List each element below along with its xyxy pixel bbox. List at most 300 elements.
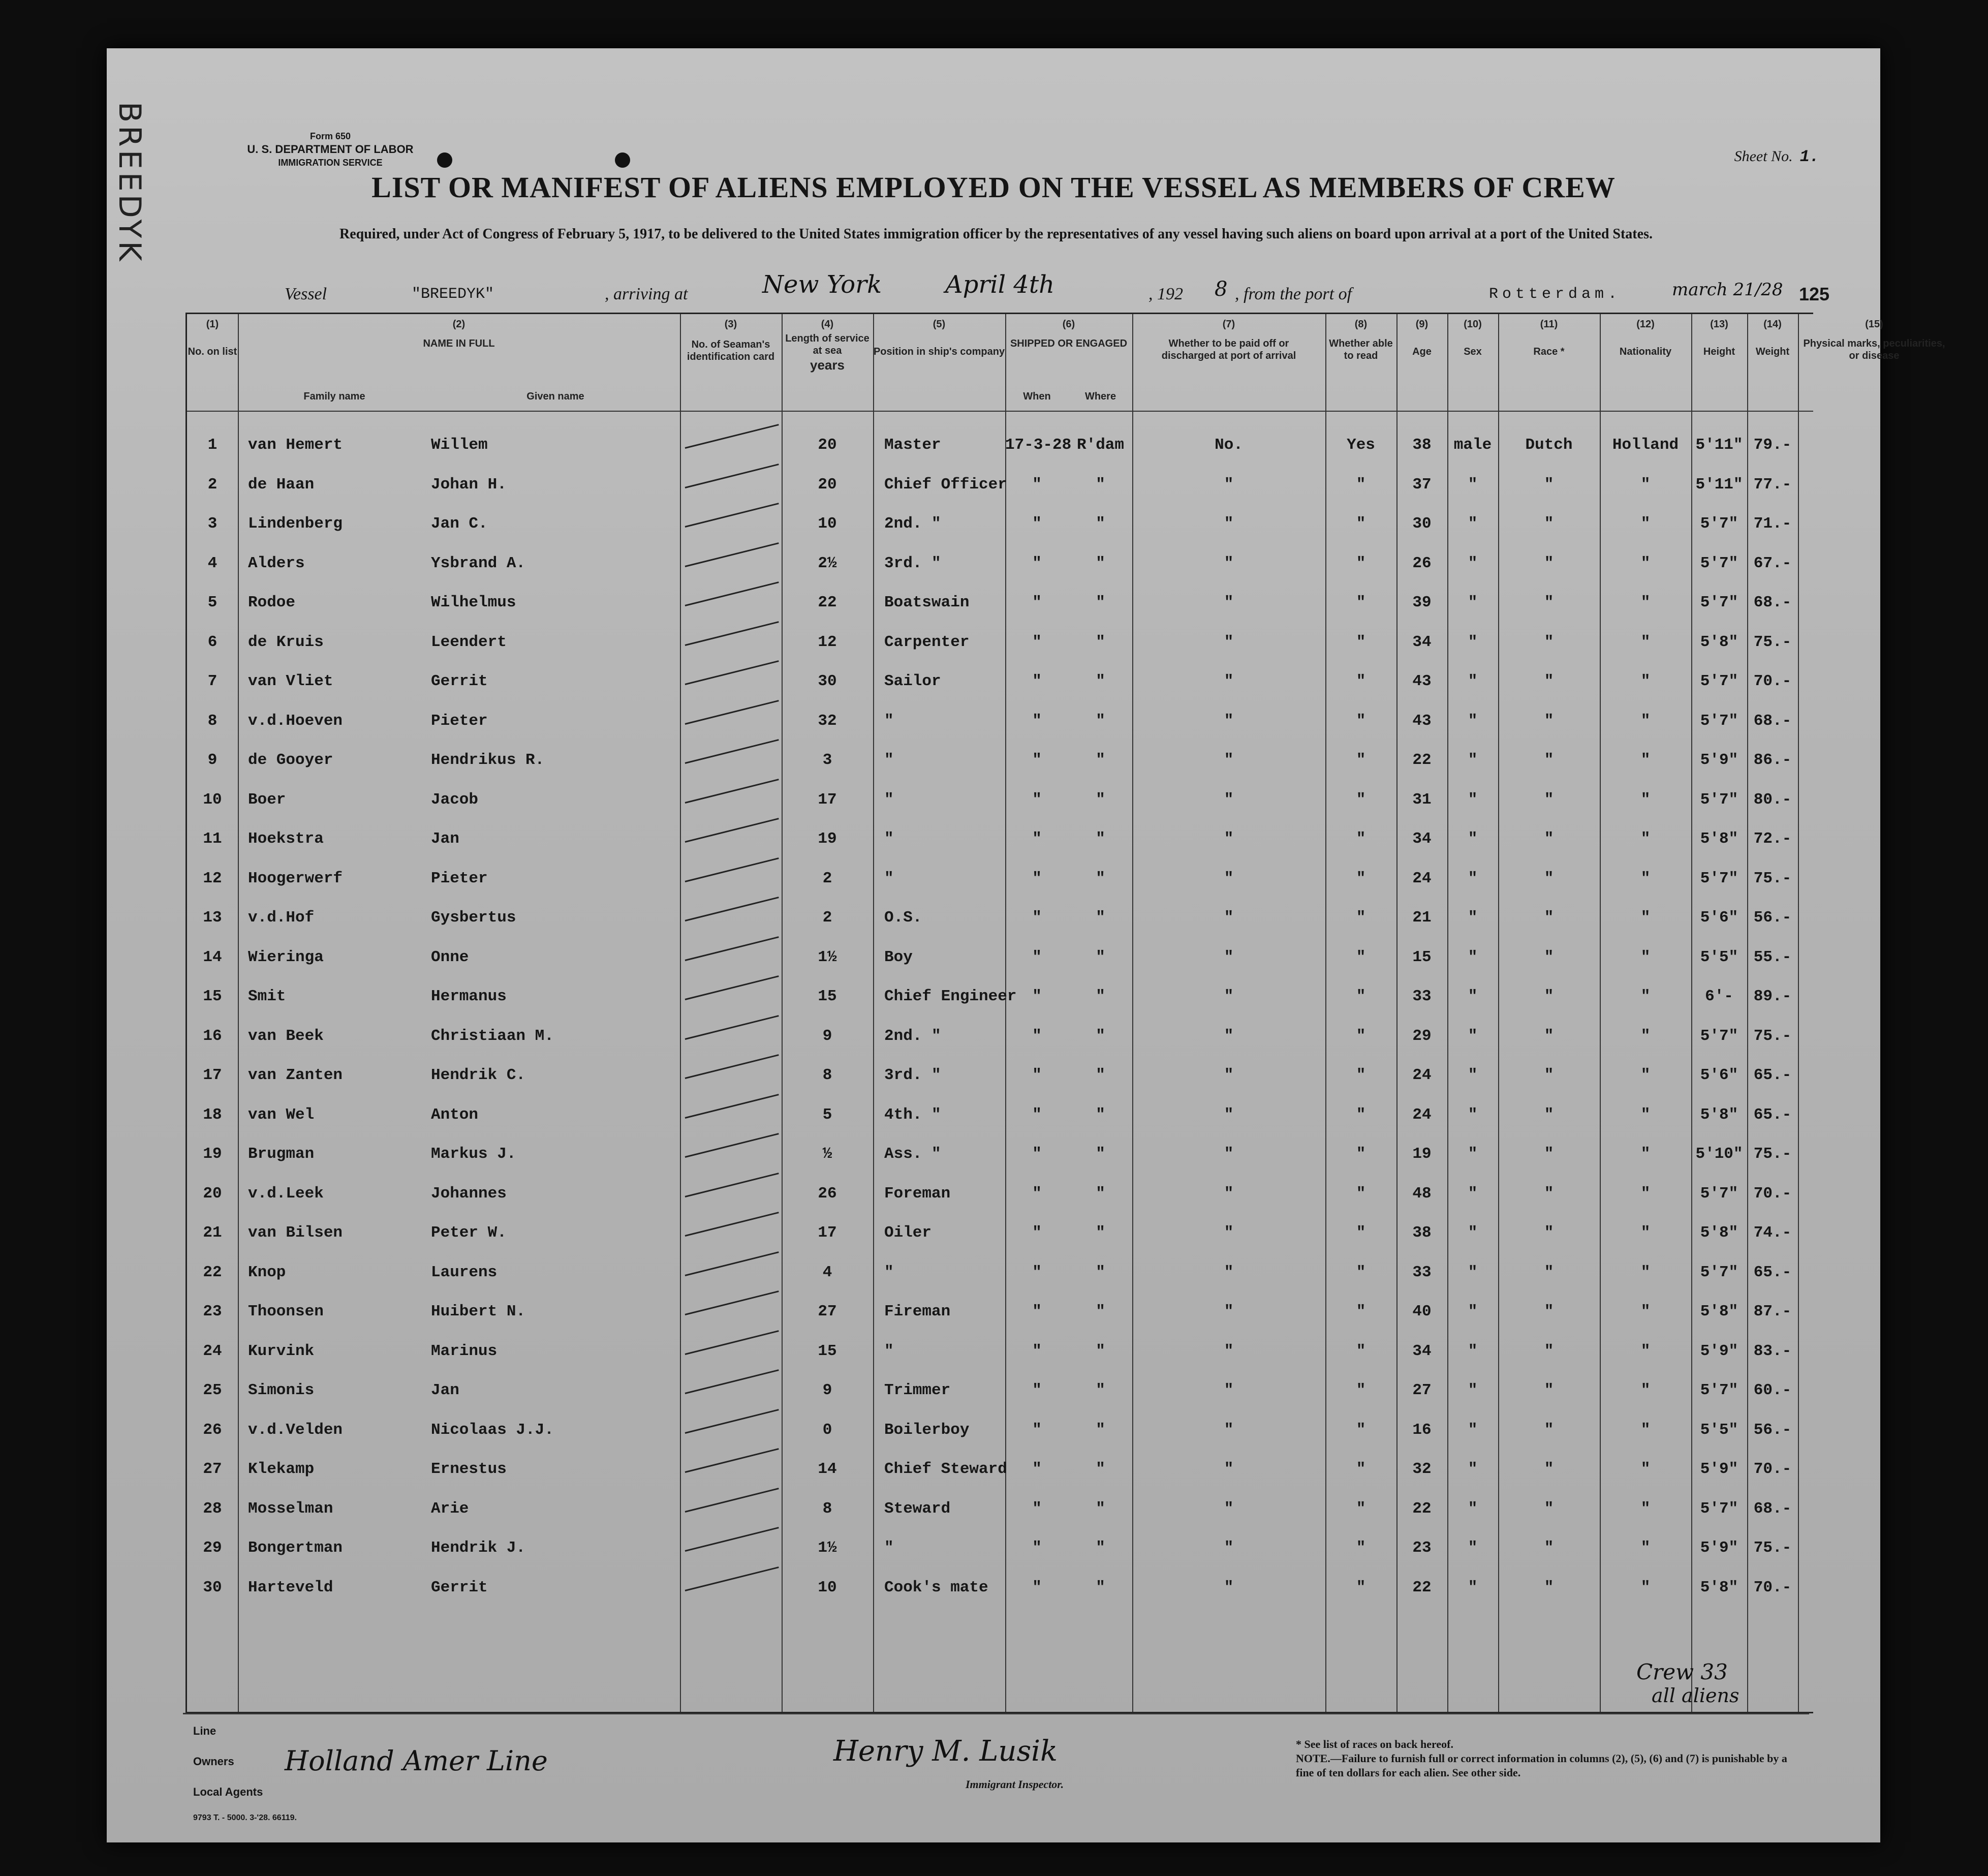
- cell-read: ": [1356, 790, 1366, 809]
- col-1-header: (1) No. on list: [188, 319, 237, 357]
- id-card-dash: [685, 1054, 779, 1079]
- cell-family: van Beek: [248, 1027, 324, 1045]
- cell-no: 16: [203, 1027, 222, 1045]
- cell-read: ": [1356, 672, 1366, 690]
- cell-given: Huibert N.: [431, 1303, 526, 1320]
- cell-years: 8: [822, 1499, 832, 1518]
- table-row: [187, 1175, 1813, 1213]
- cell-height: 5'8": [1700, 633, 1738, 651]
- cell-paid: ": [1224, 554, 1234, 572]
- cell-sex: ": [1468, 1303, 1478, 1320]
- cell-height: 5'11": [1695, 436, 1743, 454]
- cell-weight: 75.-: [1753, 869, 1792, 887]
- cell-read: ": [1356, 948, 1366, 966]
- cell-family: de Gooyer: [248, 751, 333, 769]
- cell-read: ": [1356, 1105, 1366, 1124]
- cell-position: Oiler: [884, 1224, 932, 1242]
- col-3-header: (3) No. of Seaman's identification card: [687, 319, 775, 362]
- cell-age: 24: [1412, 1066, 1432, 1084]
- cell-nat: ": [1640, 1460, 1651, 1478]
- cell-when: ": [1032, 1421, 1042, 1439]
- cell-age: 22: [1412, 751, 1432, 769]
- cell-given: Pieter: [431, 712, 488, 730]
- cell-nat: ": [1640, 830, 1651, 848]
- cell-sex: ": [1468, 790, 1478, 809]
- col-7-header: (7) Whether to be paid off or discharged at port of arrival: [1161, 319, 1296, 361]
- cell-given: Wilhelmus: [431, 594, 516, 611]
- cell-age: 33: [1412, 988, 1432, 1005]
- col-9-header: (9) Age: [1412, 319, 1432, 357]
- cell-sex: ": [1468, 475, 1478, 494]
- cell-sex: ": [1468, 1539, 1478, 1557]
- cell-position: 2nd. ": [884, 515, 941, 533]
- cell-where: ": [1096, 1460, 1105, 1478]
- cell-nat: ": [1640, 1578, 1651, 1596]
- cell-sex: ": [1468, 712, 1478, 730]
- col-13-header: (13) Height: [1703, 319, 1735, 357]
- cell-nat: ": [1640, 790, 1651, 809]
- cell-no: 17: [203, 1066, 222, 1084]
- cell-read: ": [1356, 1539, 1366, 1557]
- cell-read: Yes: [1347, 436, 1375, 454]
- cell-race: ": [1544, 554, 1554, 572]
- cell-position: Boilerboy: [884, 1421, 970, 1439]
- cell-no: 20: [203, 1184, 222, 1203]
- cell-race: ": [1544, 909, 1554, 927]
- cell-height: 5'8": [1700, 1105, 1738, 1124]
- col-10-header: (10) Sex: [1464, 319, 1482, 357]
- cell-weight: 80.-: [1753, 790, 1792, 809]
- cell-nat: ": [1640, 1263, 1651, 1281]
- cell-where: ": [1096, 751, 1105, 769]
- id-card-dash: [685, 1212, 779, 1237]
- cell-years: 10: [818, 515, 837, 533]
- cell-read: ": [1356, 1342, 1366, 1360]
- cell-nat: ": [1640, 909, 1651, 927]
- cell-weight: 70.-: [1753, 1184, 1792, 1203]
- cell-paid: ": [1224, 594, 1234, 611]
- sheet-label: Sheet No.: [1734, 148, 1793, 165]
- cell-paid: ": [1224, 1224, 1234, 1242]
- table-row: [187, 899, 1813, 937]
- cell-read: ": [1356, 594, 1366, 611]
- col-8-header: (8) Whether able to read: [1329, 319, 1393, 361]
- cell-age: 24: [1412, 869, 1432, 887]
- cell-race: ": [1544, 1460, 1554, 1478]
- when-header: When: [1023, 391, 1051, 402]
- sheet-value: 1.: [1799, 147, 1819, 166]
- crew-table: [185, 313, 1945, 1713]
- cell-height: 5'5": [1700, 948, 1738, 966]
- cell-race: ": [1544, 1381, 1554, 1399]
- cell-height: 5'7": [1700, 1499, 1738, 1518]
- cell-paid: ": [1224, 475, 1234, 494]
- cell-race: ": [1544, 1421, 1554, 1439]
- where-header: Where: [1084, 391, 1116, 402]
- cell-years: 9: [822, 1381, 832, 1399]
- cell-weight: 75.-: [1753, 633, 1792, 651]
- cell-weight: 68.-: [1753, 594, 1792, 611]
- table-row: [187, 1450, 1813, 1489]
- cell-weight: 70.-: [1753, 672, 1792, 690]
- cell-age: 24: [1412, 1105, 1432, 1124]
- cell-where: ": [1096, 869, 1105, 887]
- cell-where: ": [1096, 1224, 1105, 1242]
- cell-height: 5'8": [1700, 830, 1738, 848]
- cell-sex: ": [1468, 869, 1478, 887]
- cell-nat: ": [1640, 869, 1651, 887]
- form-number: Form 650: [309, 131, 351, 141]
- cell-sex: ": [1468, 751, 1478, 769]
- cell-years: 32: [818, 712, 837, 730]
- cell-position: 3rd. ": [884, 554, 941, 572]
- cell-years: 1½: [818, 948, 837, 966]
- id-card-dash: [685, 1173, 779, 1197]
- page-number: 125: [1799, 284, 1830, 304]
- cell-paid: ": [1224, 1027, 1234, 1045]
- cell-height: 5'7": [1700, 869, 1738, 887]
- cell-years: 26: [818, 1184, 837, 1203]
- cell-race: ": [1544, 948, 1554, 966]
- form-header: [198, 130, 462, 169]
- id-card-dash: [685, 739, 779, 764]
- from-label: , from the port of: [1235, 285, 1352, 303]
- id-card-dash: [685, 464, 779, 488]
- cell-paid: ": [1224, 1303, 1234, 1320]
- cell-family: van Vliet: [248, 672, 333, 690]
- cell-age: 37: [1412, 475, 1432, 494]
- cell-height: 5'7": [1700, 1184, 1738, 1203]
- cell-family: Hoogerwerf: [248, 869, 343, 887]
- cell-no: 5: [207, 594, 218, 611]
- cell-age: 22: [1412, 1499, 1432, 1518]
- cell-no: 21: [203, 1224, 222, 1242]
- cell-position: Steward: [884, 1499, 951, 1518]
- cell-read: ": [1356, 1460, 1366, 1478]
- cell-height: 5'8": [1700, 1578, 1738, 1596]
- cell-sex: ": [1468, 1381, 1478, 1399]
- cell-position: ": [884, 1342, 894, 1360]
- cell-weight: 87.-: [1753, 1303, 1792, 1320]
- cell-age: 23: [1412, 1539, 1432, 1557]
- id-card-dash: [685, 1369, 779, 1394]
- cell-read: ": [1356, 1224, 1366, 1242]
- cell-when: ": [1032, 1105, 1042, 1124]
- cell-years: 20: [818, 436, 837, 454]
- cell-age: 48: [1412, 1184, 1432, 1203]
- cell-family: Harteveld: [248, 1578, 333, 1596]
- cell-family: Brugman: [248, 1145, 315, 1163]
- cell-position: Chief Officer: [884, 475, 1007, 494]
- id-card-dash: [685, 621, 779, 646]
- table-row: [187, 1253, 1813, 1292]
- cell-paid: ": [1224, 1263, 1234, 1281]
- cell-age: 29: [1412, 1027, 1432, 1045]
- col-12-header: (12) Nationality: [1619, 319, 1672, 357]
- cell-family: van Bilsen: [248, 1224, 343, 1242]
- cell-years: 19: [818, 830, 837, 848]
- cell-weight: 65.-: [1753, 1263, 1792, 1281]
- cell-given: Gerrit: [431, 672, 488, 690]
- id-card-dash: [685, 897, 779, 921]
- table-row: [187, 938, 1813, 977]
- table-row: [187, 820, 1813, 858]
- cell-paid: ": [1224, 1381, 1234, 1399]
- cell-when: ": [1032, 751, 1042, 769]
- id-card-dash: [685, 1330, 779, 1355]
- cell-no: 12: [203, 869, 222, 887]
- cell-family: Wieringa: [248, 948, 324, 966]
- vessel-row: [107, 270, 1880, 310]
- cell-years: 27: [818, 1303, 837, 1320]
- cell-read: ": [1356, 830, 1366, 848]
- cell-sex: ": [1468, 1421, 1478, 1439]
- cell-position: Ass. ": [884, 1145, 941, 1163]
- cell-height: 5'7": [1700, 672, 1738, 690]
- cell-read: ": [1356, 751, 1366, 769]
- cell-height: 5'8": [1700, 1303, 1738, 1320]
- cell-no: 24: [203, 1342, 222, 1360]
- cell-sex: ": [1468, 1460, 1478, 1478]
- cell-years: 2: [822, 869, 832, 887]
- cell-years: 20: [818, 475, 837, 494]
- manifest-sheet: [107, 48, 1945, 1842]
- cell-where: ": [1096, 515, 1105, 533]
- cell-race: ": [1544, 1105, 1554, 1124]
- cell-family: Thoonsen: [248, 1303, 324, 1320]
- cell-family: v.d.Leek: [248, 1184, 324, 1203]
- footer: [183, 1713, 1809, 1831]
- cell-nat: ": [1640, 1027, 1651, 1045]
- cell-family: Kurvink: [248, 1342, 315, 1360]
- cell-height: 5'9": [1700, 1460, 1738, 1478]
- col-6-header: (6) SHIPPED OR ENGAGED: [1010, 319, 1128, 349]
- cell-family: Knop: [248, 1263, 286, 1281]
- cell-years: 8: [822, 1066, 832, 1084]
- cell-sex: male: [1453, 436, 1492, 454]
- id-card-dash: [685, 1251, 779, 1276]
- cell-where: ": [1096, 633, 1105, 651]
- cell-no: 30: [203, 1578, 222, 1596]
- table-row: [187, 505, 1813, 543]
- cell-paid: ": [1224, 988, 1234, 1005]
- cell-position: Chief Engineer: [884, 988, 1017, 1005]
- cell-no: 28: [203, 1499, 222, 1518]
- requirement-text: Required, under Act of Congress of February 5, 1917, to be delivered to the United States immigration officer by the representatives of any vessel having such aliens on board upon arrival at a port of the United States.: [339, 226, 1653, 242]
- cell-when: ": [1032, 554, 1042, 572]
- cell-read: ": [1356, 988, 1366, 1005]
- cell-when: ": [1032, 633, 1042, 651]
- cell-where: ": [1096, 1145, 1105, 1163]
- cell-years: 2: [822, 909, 832, 927]
- cell-given: Gerrit: [431, 1578, 488, 1596]
- cell-race: ": [1544, 751, 1554, 769]
- cell-paid: ": [1224, 1578, 1234, 1596]
- cell-family: de Kruis: [248, 633, 324, 651]
- cell-when: ": [1032, 909, 1042, 927]
- cell-race: Dutch: [1525, 436, 1573, 454]
- cell-no: 6: [207, 633, 218, 651]
- cell-position: Fireman: [884, 1303, 951, 1320]
- cell-sex: ": [1468, 909, 1478, 927]
- inspector-label: Immigrant Inspector.: [966, 1778, 1064, 1791]
- cell-sex: ": [1468, 1066, 1478, 1084]
- cell-sex: ": [1468, 1184, 1478, 1203]
- cell-years: 3: [822, 751, 832, 769]
- cell-given: Hendrikus R.: [431, 751, 545, 769]
- race-note: * See list of races on back hereof.: [1296, 1738, 1453, 1750]
- col-14-header: (14) Weight: [1755, 319, 1790, 357]
- cell-sex: ": [1468, 515, 1478, 533]
- cell-given: Ysbrand A.: [431, 554, 526, 572]
- cell-family: Rodoe: [248, 594, 296, 611]
- cell-when: ": [1032, 830, 1042, 848]
- cell-read: ": [1356, 1381, 1366, 1399]
- service-name: IMMIGRATION SERVICE: [278, 158, 383, 168]
- id-card-dash: [685, 1290, 779, 1315]
- cell-no: 15: [203, 988, 222, 1005]
- cell-age: 34: [1412, 1342, 1432, 1360]
- cell-weight: 68.-: [1753, 1499, 1792, 1518]
- cell-years: 9: [822, 1027, 832, 1045]
- cell-no: 14: [203, 948, 222, 966]
- cell-position: Cook's mate: [884, 1578, 988, 1596]
- cell-given: Christiaan M.: [431, 1027, 554, 1045]
- cell-paid: ": [1224, 1066, 1234, 1084]
- cell-weight: 74.-: [1753, 1224, 1792, 1242]
- cell-read: ": [1356, 515, 1366, 533]
- cell-sex: ": [1468, 1578, 1478, 1596]
- cell-nat: Holland: [1612, 436, 1679, 454]
- cell-height: 5'6": [1700, 1066, 1738, 1084]
- id-card-dash: [685, 1527, 779, 1552]
- cell-position: ": [884, 869, 894, 887]
- cell-when: ": [1032, 869, 1042, 887]
- cell-paid: ": [1224, 751, 1234, 769]
- cell-age: 43: [1412, 672, 1432, 690]
- cell-paid: ": [1224, 672, 1234, 690]
- cell-age: 39: [1412, 594, 1432, 611]
- cell-paid: ": [1224, 515, 1234, 533]
- cell-given: Jan: [431, 830, 459, 848]
- cell-no: 27: [203, 1460, 222, 1478]
- given-name-header: Given name: [526, 391, 584, 402]
- cell-where: ": [1096, 1066, 1105, 1084]
- id-card-dash: [685, 581, 779, 606]
- cell-years: 17: [818, 790, 837, 809]
- cell-paid: ": [1224, 712, 1234, 730]
- cell-race: ": [1544, 515, 1554, 533]
- cell-where: ": [1096, 1105, 1105, 1124]
- table-row: [187, 1332, 1813, 1371]
- id-card-dash: [685, 700, 779, 725]
- cell-years: 14: [818, 1460, 837, 1478]
- cell-nat: ": [1640, 1184, 1651, 1203]
- table-row: [187, 1411, 1813, 1450]
- cell-when: ": [1032, 790, 1042, 809]
- table-row: [187, 702, 1813, 741]
- cell-height: 5'11": [1695, 475, 1743, 494]
- cell-position: ": [884, 790, 894, 809]
- cell-weight: 67.-: [1753, 554, 1792, 572]
- table-row: [187, 781, 1813, 819]
- cell-nat: ": [1640, 1105, 1651, 1124]
- cell-weight: 72.-: [1753, 830, 1792, 848]
- cell-given: Willem: [431, 436, 488, 454]
- fine-note: NOTE.—Failure to furnish full or correct information in columns (2), (5), (6) and (7) is punishable by a fine of ten dollars for each alien. See other side.: [1296, 1752, 1787, 1779]
- cell-position: Boatswain: [884, 594, 970, 611]
- cell-years: 2½: [818, 554, 837, 572]
- arriving-port: New York: [762, 270, 882, 299]
- cell-age: 33: [1412, 1263, 1432, 1281]
- cell-family: v.d.Velden: [248, 1421, 343, 1439]
- id-card-dash: [685, 503, 779, 528]
- cell-height: 5'7": [1700, 554, 1738, 572]
- cell-position: Chief Steward: [884, 1460, 1007, 1478]
- year-digit: 8: [1215, 278, 1228, 301]
- table-row: [187, 977, 1813, 1016]
- cell-race: ": [1544, 1499, 1554, 1518]
- cell-position: ": [884, 712, 894, 730]
- cell-paid: ": [1224, 909, 1234, 927]
- owners-label: Owners: [193, 1755, 234, 1768]
- cell-read: ": [1356, 1263, 1366, 1281]
- cell-sex: ": [1468, 1224, 1478, 1242]
- cell-when: ": [1032, 1499, 1042, 1518]
- cell-height: 5'6": [1700, 909, 1738, 927]
- cell-age: 40: [1412, 1303, 1432, 1320]
- cell-paid: ": [1224, 1105, 1234, 1124]
- id-card-dash: [685, 975, 779, 1000]
- cell-no: 26: [203, 1421, 222, 1439]
- cell-where: ": [1096, 1184, 1105, 1203]
- cell-sex: ": [1468, 1027, 1478, 1045]
- cell-years: 1½: [818, 1539, 837, 1557]
- cell-where: ": [1096, 594, 1105, 611]
- cell-race: ": [1544, 988, 1554, 1005]
- cell-age: 32: [1412, 1460, 1432, 1478]
- cell-weight: 83.-: [1753, 1342, 1792, 1360]
- cell-given: Johan H.: [431, 475, 507, 494]
- cell-height: 5'7": [1700, 712, 1738, 730]
- cell-where: ": [1096, 1381, 1105, 1399]
- table-row: [187, 859, 1813, 898]
- cell-given: Gysbertus: [431, 909, 516, 927]
- cell-race: ": [1544, 1539, 1554, 1557]
- cell-no: 19: [203, 1145, 222, 1163]
- col-4-header: (4) Length of service at sea years: [785, 319, 869, 373]
- cell-age: 31: [1412, 790, 1432, 809]
- cell-position: 4th. ": [884, 1105, 941, 1124]
- cell-given: Laurens: [431, 1263, 498, 1281]
- cell-no: 9: [207, 751, 218, 769]
- table-row: [187, 1371, 1813, 1410]
- cell-position: 3rd. ": [884, 1066, 941, 1084]
- cell-age: 38: [1412, 436, 1432, 454]
- cell-race: ": [1544, 869, 1554, 887]
- cell-nat: ": [1640, 1421, 1651, 1439]
- cell-race: ": [1544, 594, 1554, 611]
- cell-age: 30: [1412, 515, 1432, 533]
- cell-position: Trimmer: [884, 1381, 951, 1399]
- id-card-dash: [685, 779, 779, 804]
- cell-when: ": [1032, 1066, 1042, 1084]
- family-name-header: Family name: [303, 391, 365, 402]
- cell-height: 5'7": [1700, 1027, 1738, 1045]
- table-row: [187, 741, 1813, 780]
- table-row: [187, 1214, 1813, 1252]
- cell-where: ": [1096, 1303, 1105, 1320]
